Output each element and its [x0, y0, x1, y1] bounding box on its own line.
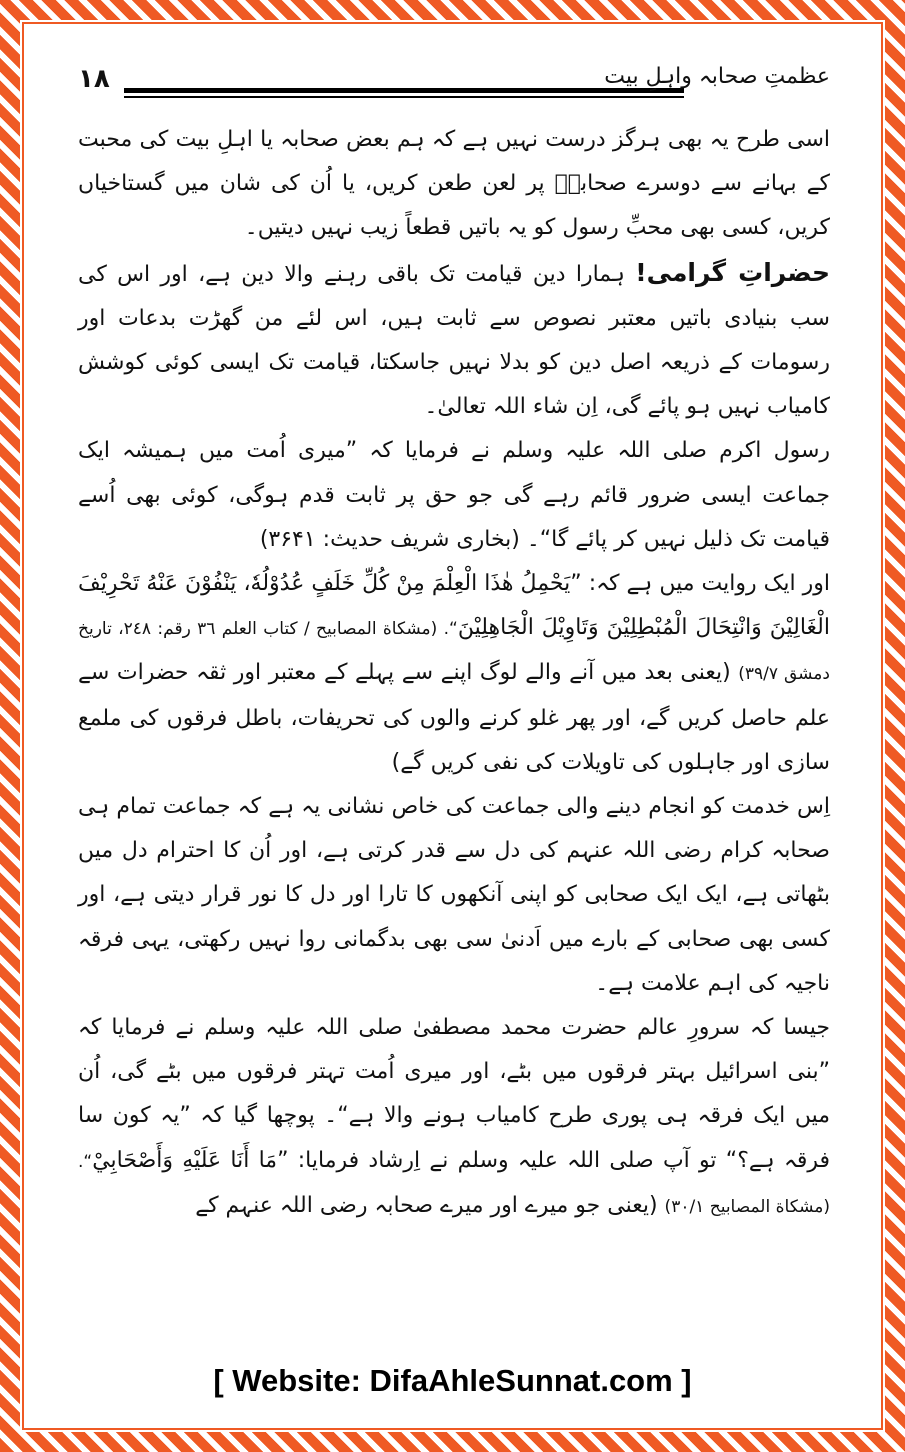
hadith-reference: “. (مشكاة المصابيح / كتاب العلم ٣٦ رقم: ٢٤٨، تاريخ دمشق ٣٩/٧) — [78, 619, 830, 685]
header-rule-thin — [124, 96, 684, 98]
paragraph-2 — [78, 251, 830, 430]
hadith-arabic-quote: یَحْمِلُ هٰذَا الْعِلْمَ مِنْ کُلِّ خَلَفٍ عُدُوْلُهٗ، یَنْفُوْنَ عَنْهُ تَحْرِیْفَ الْغَالِیْنَ وَانْتِحَالَ الْمُبْطِلِیْنَ وَتَاوِیْلَ الْجَاهِلِیْنَ — [78, 571, 830, 641]
paragraph-6-tail: (یعنی جو میرے اور میرے صحابہ رضی اللہ عنہم کے — [195, 1192, 658, 1218]
hadith-reference-2: “. (مشكاة المصابيح ٣٠/١) — [78, 1151, 830, 1217]
page-number: ۱۸ — [78, 64, 110, 94]
hadith-translation: (یعنی بعد میں آنے والے لوگ اپنے سے پہلے کے معتبر اور ثقہ حضرات سے علم حاصل کریں گے، اور پھر غلو کرنے والوں کی تحریفات، باطل فرقوں کی ملمع سازی اور جاہلوں کی تاویلات کی نفی کریں گے) — [78, 660, 830, 775]
header-rule — [124, 88, 684, 93]
paragraph-4-intro: اور ایک روایت میں ہے کہ: ” — [570, 571, 830, 597]
paragraph-6-text: جیسا کہ سرورِ عالم حضرت محمد مصطفیٰ صلی اللہ علیہ وسلم نے فرمایا کہ ”بنی اسرائیل بہتر فرقوں میں بٹے، اور میری اُمت تہتر فرقوں میں بٹے گی، اُن میں ایک فرقہ ہی پوری طرح کامیاب ہونے والا ہے“۔ پوچھا گیا کہ ”یہ کون سا فرقہ ہے؟“ تو آپ صلی اللہ علیہ وسلم نے اِرشاد فرمایا: ” — [78, 1015, 831, 1173]
paragraph-1: اسی طرح یہ بھی ہرگز درست نہیں ہے کہ ہم بعض صحابہ یا اہلِ بیت کی محبت کے بہانے سے دوسرے صحابہؓ پر لعن طعن کریں، یا اُن کی شان میں گستاخیاں کریں، کسی بھی محبِّ رسول کو یہ باتیں قطعاً زیب نہیں دیتیں۔ — [78, 127, 830, 241]
book-title: عظمتِ صحابہ واہلِ بیت — [604, 64, 830, 89]
paragraph-2-text: ہمارا دین قیامت تک باقی رہنے والا دین ہے، اور اس کی سب بنیادی باتیں معتبر نصوص سے ثابت ہیں، اس لئے من گھڑت بدعات اور رسومات کے ذریعہ اصل دین کو بدلا نہیں جاسکتا، قیامت تک ایسی کوئی کوشش کامیاب نہیں ہو پائے گی، اِن شاء اللہ تعالیٰ۔ — [78, 261, 830, 420]
hadith-arabic-quote-2: مَا أَنَا عَلَيْهِ وَأَصْحَابِيْ — [92, 1147, 278, 1173]
paragraph-4 — [78, 562, 830, 785]
page-header — [78, 62, 830, 102]
paragraph-6 — [78, 1006, 830, 1229]
paragraph-3: رسول اکرم صلی اللہ علیہ وسلم نے فرمایا کہ ”میری اُمت میں ہمیشہ ایک جماعت ایسی ضرور قائم رہے گی جو حق پر ثابت قدم ہوگی، کوئی بھی اُسے قیامت تک ذلیل نہیں کر پائے گا“۔ (بخاری شریف حدیث: ۳۶۴۱) — [78, 438, 830, 552]
page-body — [78, 118, 830, 1229]
paragraph-5: اِس خدمت کو انجام دینے والی جماعت کی خاص نشانی یہ ہے کہ جماعت تمام ہی صحابہ کرام رضی اللہ عنہم کی دل سے قدر کرتی ہے، اور اُن کا احترام دل میں بٹھاتی ہے، ایک ایک صحابی کو اپنی آنکھوں کا تارا اور دل کا نور قرار دیتی ہے، اور کسی بھی صحابی کے بارے میں اَدنیٰ سی بھی بدگمانی روا نہیں رکھتی، یہی فرقہ ناجیہ کی اہم علامت ہے۔ — [78, 794, 830, 996]
paragraph-heading: حضراتِ گرامی! — [635, 257, 831, 287]
website-footer: [ Website: DifaAhleSunnat.com ] — [213, 1363, 692, 1398]
